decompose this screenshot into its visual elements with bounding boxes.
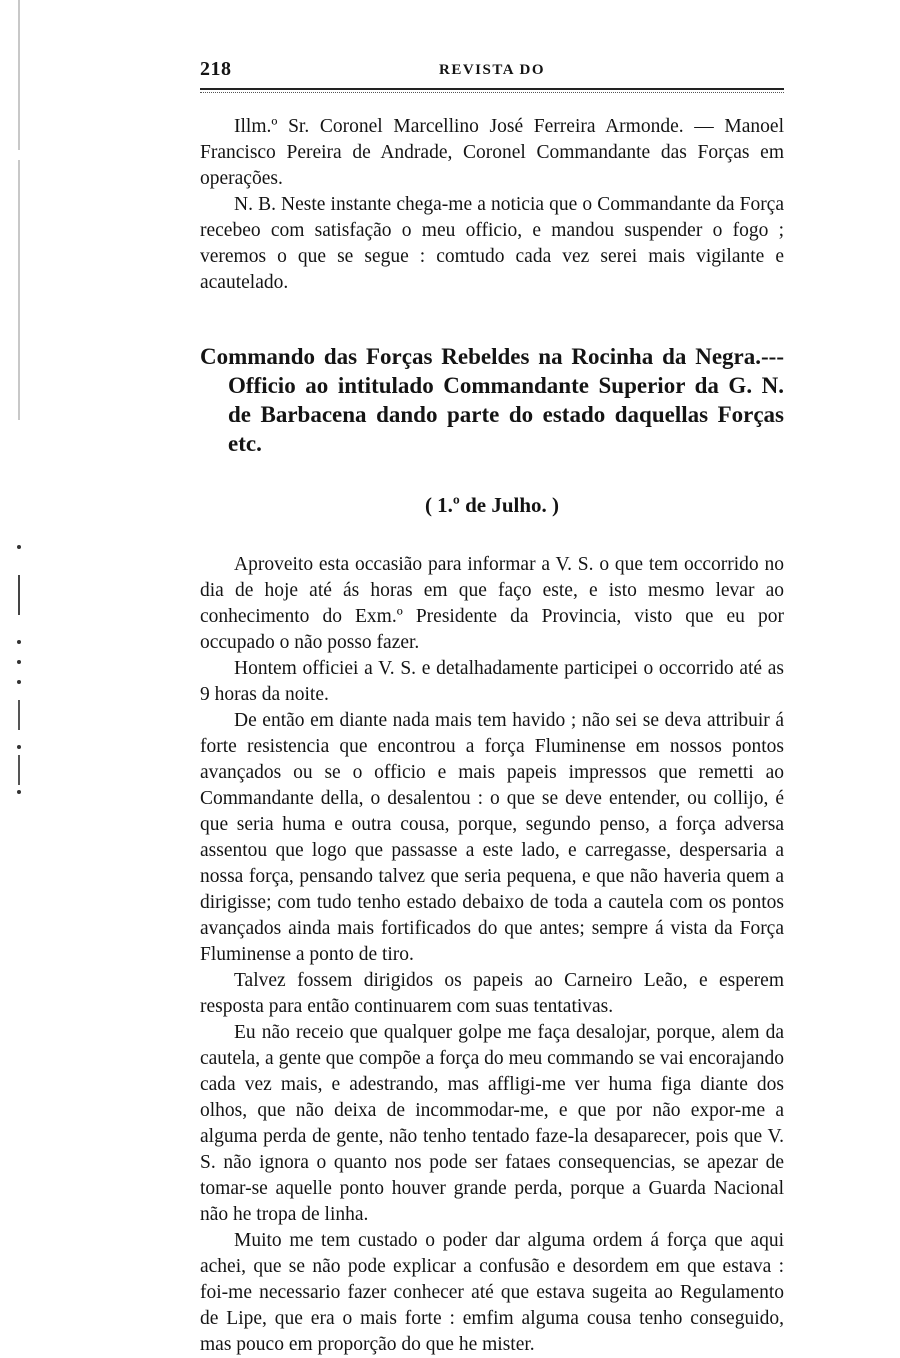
section-date: ( 1.º de Julho. )	[424, 493, 560, 517]
page-body	[200, 114, 784, 1358]
paragraph: Hontem officiei a V. S. e detalhadamente participei o occorrido até as 9 horas da noite.	[200, 658, 784, 705]
paragraph: Muito me tem custado o poder dar alguma ordem á força que aqui achei, que se não pode explicar a confusão e desordem em que estava : foi-me necessario fazer conhecer até que estava sugeita ao Regulamento de Lipe, que era o mais forte : emfim alguma cousa tenho conseguido, mas pouco em proporção do que he mister.	[200, 1230, 784, 1355]
paragraph: Eu não receio que qualquer golpe me faça desalojar, porque, alem da cautela, a gente que compõe a força do meu commando se vai encorajando cada vez mais, e adestrando, mas affligi-me ver huma figa diante dos olhos, que não deixa de incommodar-me, e que por não expor-me a alguma perda de gente, não tenho tentado faze-la desaparecer, pois que V. S. não ignora o quanto nos pode ser fataes consequencias, se apezar de tomar-se aquelle ponto houver grande perda, porque a Guarda Nacional não he tropa de linha.	[200, 1022, 784, 1225]
section-heading: Commando das Forças Rebeldes na Rocinha da Negra.--- Officio ao intitulado Commandante Superior da G. N. de Barbacena dando parte do estado daquellas Forças etc.	[200, 344, 784, 456]
margin-scan-marks	[14, 0, 24, 1305]
letter-signature: Illm.º Sr. Coronel Marcellino José Ferreira Armonde. — Manoel Francisco Pereira de Andrade, Coronel Commandante das Forças em operações.	[200, 116, 784, 189]
letter-note: N. B. Neste instante chega-me a noticia que o Commandante da Força recebeo com satisfação o meu officio, e mandou suspender o fogo ; veremos o que se segue : comtudo cada vez serei mais vigilante e acautelado.	[200, 194, 784, 293]
page-header	[200, 58, 784, 84]
paragraph: Talvez fossem dirigidos os papeis ao Carneiro Leão, e esperem resposta para então continuarem com suas tentativas.	[200, 970, 784, 1017]
header-rule	[200, 88, 784, 90]
paragraph: Aproveito esta occasião para informar a V. S. o que tem occorrido no dia de hoje até ás horas em que faço este, e isto mesmo levar ao conhecimento do Exm.º Presidente da Provincia, visto que eu por occupado o não posso fazer.	[200, 554, 784, 653]
paragraph: De então em diante nada mais tem havido ; não sei se deva attribuir á forte resistencia que encontrou a força Fluminense em nossos pontos avançados ou se o officio e mais papeis impressos que remetti ao Commandante della, o desalentou : o que se deve entender, ou collijo, é que seria huma e outra cousa, porque, segundo penso, a força adversa assentou que logo que passasse a este lado, e carregasse, despersaria a nossa força, pensando talvez que seria pequena, e que não haveria quem a dirigisse; com tudo tenho estado debaixo de toda a cautela com os pontos avançados ainda mais fortificados do que antes; sempre á vista da Força Fluminense a ponto de tiro.	[200, 710, 784, 965]
running-head: REVISTA DO	[439, 62, 545, 78]
page-number: 218	[200, 58, 232, 80]
